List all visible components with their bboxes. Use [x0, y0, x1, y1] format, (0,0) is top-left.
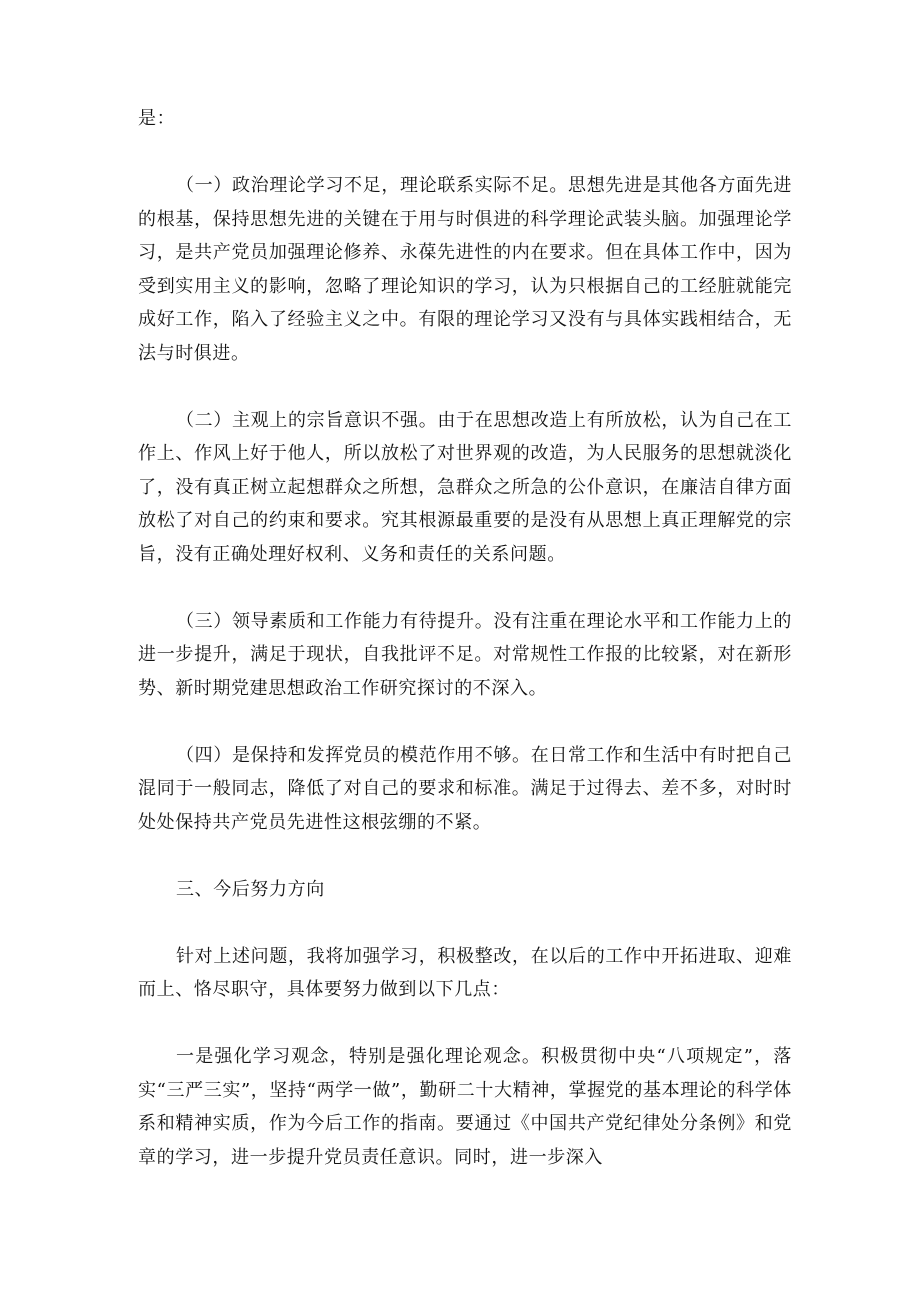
paragraph-issue-2: （二）主观上的宗旨意识不强。由于在思想改造上有所放松，认为自己在工作上、作风上好于他人，所以放松了对世界观的改造，为人民服务的思想就淡化了，没有真正树立起想群众之所想，急群众之所急的公仆意识，在廉洁自律方面放松了对自己的约束和要求。究其根源最重要的是没有从思想上真正理解党的宗旨，没有正确处理好权利、义务和责任的关系问题。 — [138, 409, 792, 565]
paragraph-issue-1: （一）政治理论学习不足，理论联系实际不足。思想先进是其他各方面先进的根基，保持思想先进的关键在于用与时俱进的科学理论武装头脑。加强理论学习，是共产党员加强理论修养、永葆先进性的内在要求。但在具体工作中，因为受到实用主义的影响，忽略了理论知识的学习，认为只根据自己的工经脏就能完成好工作，陷入了经验主义之中。有限的理论学习又没有与具体实践相结合，无法与时俱进。 — [138, 175, 792, 364]
paragraph-plan-1: 一是强化学习观念，特别是强化理论观念。积极贯彻中央“八项规定”，落实“三严三实”，坚持“两学一做”，勤研二十大精神，掌握党的基本理论的科学体系和精神实质，作为今后工作的指南。要通过《中国共产党纪律处分条例》和党章的学习，进一步提升党员责任意识。同时，进一步深入 — [138, 1046, 792, 1168]
paragraph-issue-4: （四）是保持和发挥党员的模范作用不够。在日常工作和生活中有时把自己混同于一般同志，降低了对自己的要求和标准。满足于过得去、差不多，对时时处处保持共产党员先进性这根弦绷的不紧。 — [138, 744, 792, 833]
paragraph-plan-intro: 针对上述问题，我将加强学习，积极整改，在以后的工作中开拓进取、迎难而上、恪尽职守，具体要努力做到以下几点： — [138, 945, 792, 1000]
section-heading: 三、今后努力方向 — [176, 878, 325, 900]
paragraph-issue-3: （三）领导素质和工作能力有待提升。没有注重在理论水平和工作能力上的进一步提升，满足于现状，自我批评不足。对常规性工作报的比较紧，对在新形势、新时期党建思想政治工作研究探讨的不深入。 — [138, 610, 792, 699]
paragraph-intro: 是： — [138, 108, 176, 129]
